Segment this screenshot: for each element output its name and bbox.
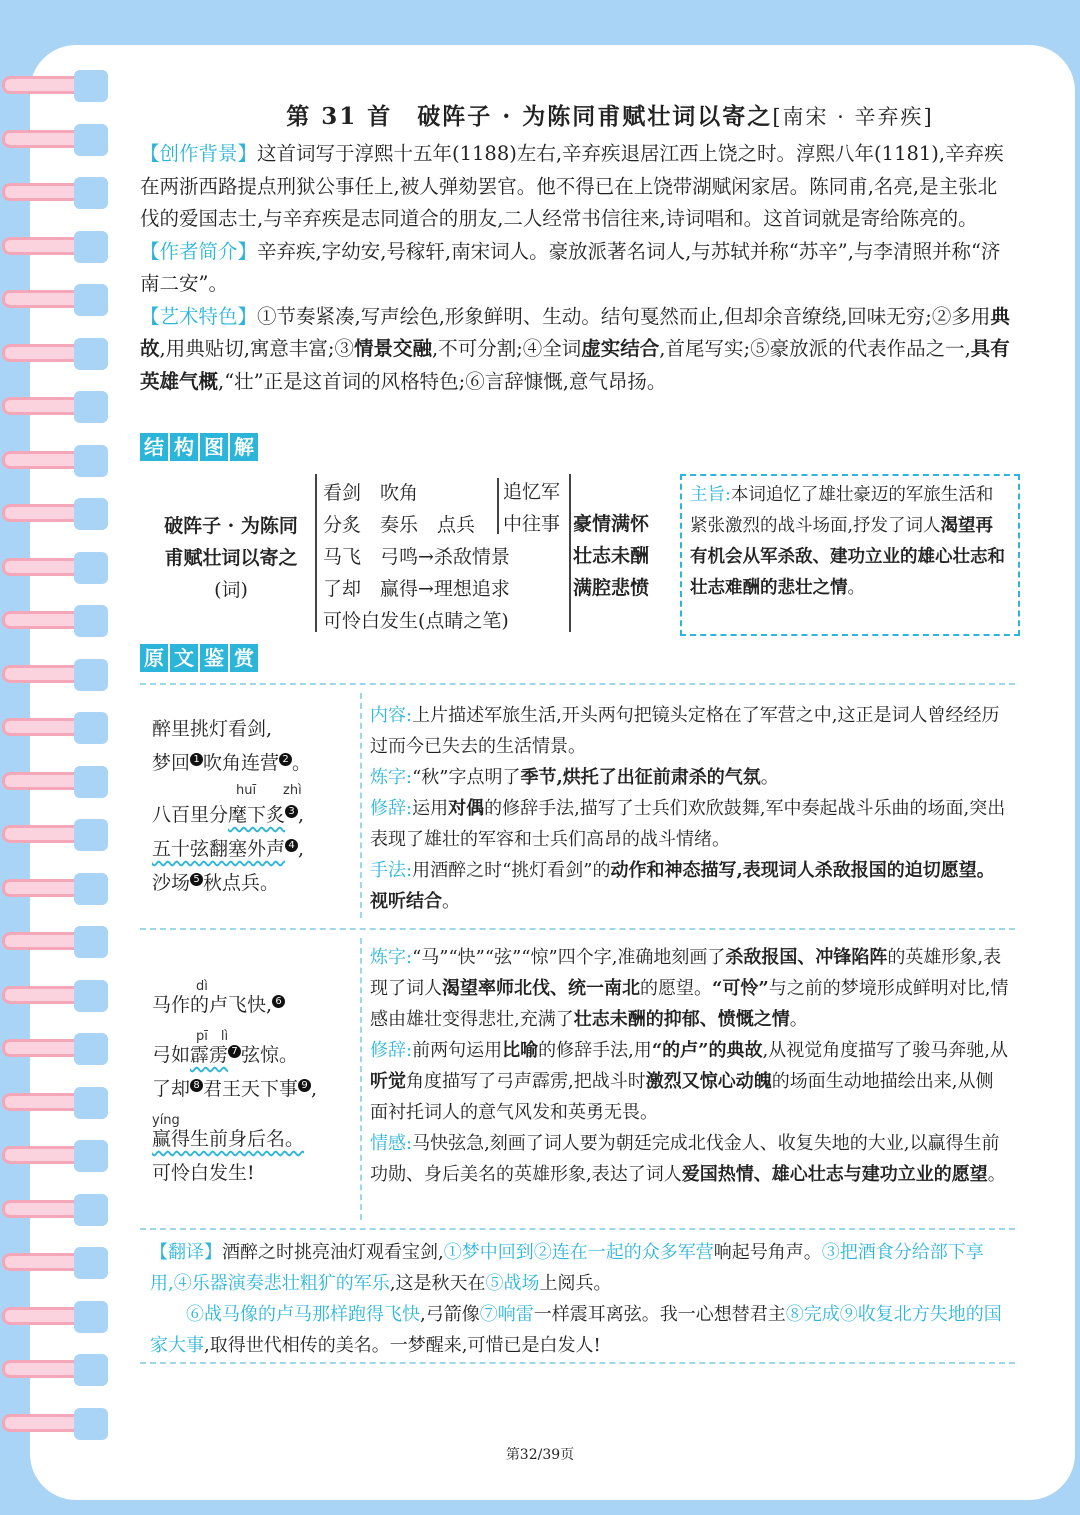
author-label: 【作者简介】 xyxy=(140,239,258,263)
divider xyxy=(140,683,1015,685)
divider xyxy=(360,938,362,1220)
binding-ring xyxy=(2,1247,108,1279)
binding-ring xyxy=(2,124,108,156)
binding-ring xyxy=(2,1033,108,1065)
translation-label: 【翻译】 xyxy=(150,1242,222,1263)
translation: 【翻译】酒醉之时挑亮油灯观看宝剑,①梦中回到②连在一起的众多军营响起号角声。③把酒食分给部下享用,④乐器演奏悲壮粗犷的军乐,这是秋天在⑤战场上阅兵。 ⑥战马像的卢马那样跑得飞快,弓箭像⑦响雷一样震耳离弦。我一心想替君主⑧完成⑨收复北方失地的国家大事,取得世代相传的美名。一梦醒来,可惜已是白发人! xyxy=(150,1242,1002,1356)
binding-ring xyxy=(2,980,108,1012)
binding-ring xyxy=(2,338,108,370)
binding-ring xyxy=(2,391,108,423)
binding-ring xyxy=(2,926,108,958)
divider xyxy=(140,928,1015,930)
title-dynasty: [南宋 · 辛弃疾] xyxy=(772,105,934,129)
art-label: 【艺术特色】 xyxy=(140,304,258,328)
poem-part1: 醉里挑灯看剑, 梦回 $^1$ 吹角连营 $^2$ 。 huī zhì 八百里分麾下炙 $^3$ , 五十弦翻塞外声 $^4$ , 沙场 $^5$ 秋点兵。 xyxy=(152,718,312,894)
structure-emotions: 豪情满怀 壮志未酬 满腔悲愤 xyxy=(573,513,650,599)
author-text: 辛弃疾,字幼安,号稼轩,南宋词人。豪放派著名词人,与苏轼并称“苏辛”,与李清照并称“济南二安”。 xyxy=(140,239,1001,295)
binding-ring xyxy=(2,1194,108,1226)
binding-ring xyxy=(2,659,108,691)
poem-part2: dì 马作的卢飞快, $^6$ pī lì 弓如霹雳 $^7$ 弦惊。 了却 $^8$ 君王天下事 $^9$ , yíng 赢得生前身后名。 可怜白发生! xyxy=(152,979,318,1184)
binding-ring xyxy=(2,177,108,209)
background-label: 【创作背景】 xyxy=(140,142,258,165)
notes-part2: 炼字:“马”“快”“弦”“惊”四个字,准确地刻画了杀敌报国、冲锋陷阵的英雄形象,表现了词人渴望率师北伐、统一南北的愿望。“可怜”与之前的梦境形成鲜明对比,情感由雄壮变得悲壮,充满了壮志未酬的抑郁、愤慨之情。 修辞:前两句运用比喻的修辞手法,用“的卢”的典故,从视觉角度描写了骏马奔驰,从听觉角度描写了弓声霹雳,把战斗时激烈又惊心动魄的场面生动地描绘出来,从侧面衬托词人的意气风发和英勇无畏。 情感:马快弦急,刻画了词人要为朝廷完成北伐金人、收复失地的大业,以赢得生前功勋、身后美名的英雄形象,表达了词人爱国热情、雄心壮志与建功立业的愿望。 xyxy=(370,947,1009,1185)
divider xyxy=(140,1362,1015,1364)
binding-ring xyxy=(2,605,108,637)
binding-ring xyxy=(2,498,108,530)
spiral-binding xyxy=(0,70,112,1450)
binding-ring xyxy=(2,712,108,744)
binding-ring xyxy=(2,1408,108,1440)
binding-ring xyxy=(2,284,108,316)
binding-ring xyxy=(2,1301,108,1333)
intro-section: 【创作背景】这首词写于淳熙十五年(1188)左右,辛弃疾退居江西上饶之时。淳熙八年(1181),辛弃疾在两浙西路提点刑狱公事任上,被人弹劾罢官。他不得已在上饶带湖赋闲家居。陈同甫,名亮,是主张北伐的爱国志士,与辛弃疾是志同道合的朋友,二人经常书信往来,诗词唱和。这首词就是寄给陈亮的。 【作者简介】辛弃疾,字幼安,号稼轩,南宋词人。豪放派著名词人,与苏轼并称“苏辛”,与李清照并称“济南二安”。 【艺术特色】①节奏紧凑,写声绘色,形象鲜明、生动。结句戛然而止,但却余音缭绕,回味无穷;②多用典故,用典贴切,寓意丰富;③情景交融,不可分割;④全词虚实结合,首尾写实;⑤豪放派的代表作品之一,具有英雄气概,“壮”正是这首词的风格特色;⑥言辞慷慨,意气昂扬。 xyxy=(140,142,1010,393)
binding-ring xyxy=(2,1354,108,1386)
binding-ring xyxy=(2,1087,108,1119)
structure-section-title: 结 构 图 解 xyxy=(140,433,258,461)
page-title: 第 31 首 破阵子 · 为陈同甫赋壮词以寄之[南宋 · 辛弃疾] xyxy=(286,103,934,130)
binding-ring xyxy=(2,552,108,584)
binding-ring xyxy=(2,766,108,798)
theme-box: 主旨:本词追忆了雄壮豪迈的军旅生活和紧张激烈的战斗场面,抒发了词人渴望再有机会从军杀敌、建功立业的雄心壮志和壮志难酬的悲壮之情。 xyxy=(680,474,1020,636)
emotion-bracket xyxy=(561,474,571,632)
background-text: 这首词写于淳熙十五年(1188)左右,辛弃疾退居江西上饶之时。淳熙八年(1181),辛弃疾在两浙西路提点刑狱公事任上,被人弹劾罢官。他不得已在上饶带湖赋闲家居。陈同甫,名亮,是主张北伐的爱国志士,与辛弃疾是志同道合的朋友,二人经常书信往来,诗词唱和。这首词就是寄给陈亮的。 xyxy=(140,142,1004,230)
binding-ring xyxy=(2,445,108,477)
page-number: 第32/39页 xyxy=(505,1447,575,1463)
binding-ring xyxy=(2,873,108,905)
binding-ring xyxy=(2,819,108,851)
structure-diagram xyxy=(145,472,685,637)
divider xyxy=(140,1228,1015,1230)
binding-ring xyxy=(2,70,108,102)
divider xyxy=(360,693,362,918)
binding-ring xyxy=(2,1140,108,1172)
appreciation-section-title: 原 文 鉴 赏 xyxy=(140,644,258,672)
binding-ring xyxy=(2,231,108,263)
structure-branches: 看剑 吹角 分炙 奏乐 点兵 马飞 弓鸣→杀敌情景 了却 赢得→理想追求 可怜白发生(点睛之笔) xyxy=(315,474,577,632)
recall-label: 追忆军 中往事 xyxy=(503,481,561,535)
structure-root: 破阵子 · 为陈同 甫赋壮词以寄之 (词) xyxy=(164,515,298,601)
notes-part1: 内容:上片描述军旅生活,开头两句把镜头定格在了军营之中,这正是词人曾经经历过而今已失去的生活情景。 炼字:“秋”字点明了季节,烘托了出征前肃杀的气氛。 修辞:运用对偶的修辞手法,描写了士兵们欢欣鼓舞,军中奏起战斗乐曲的场面,突出表现了雄壮的军容和士兵们高昂的战斗情绪。 手法:用酒醉之时“挑灯看剑”的动作和神态描写,表现词人杀敌报国的迫切愿望。视听结合。 xyxy=(370,705,1006,912)
